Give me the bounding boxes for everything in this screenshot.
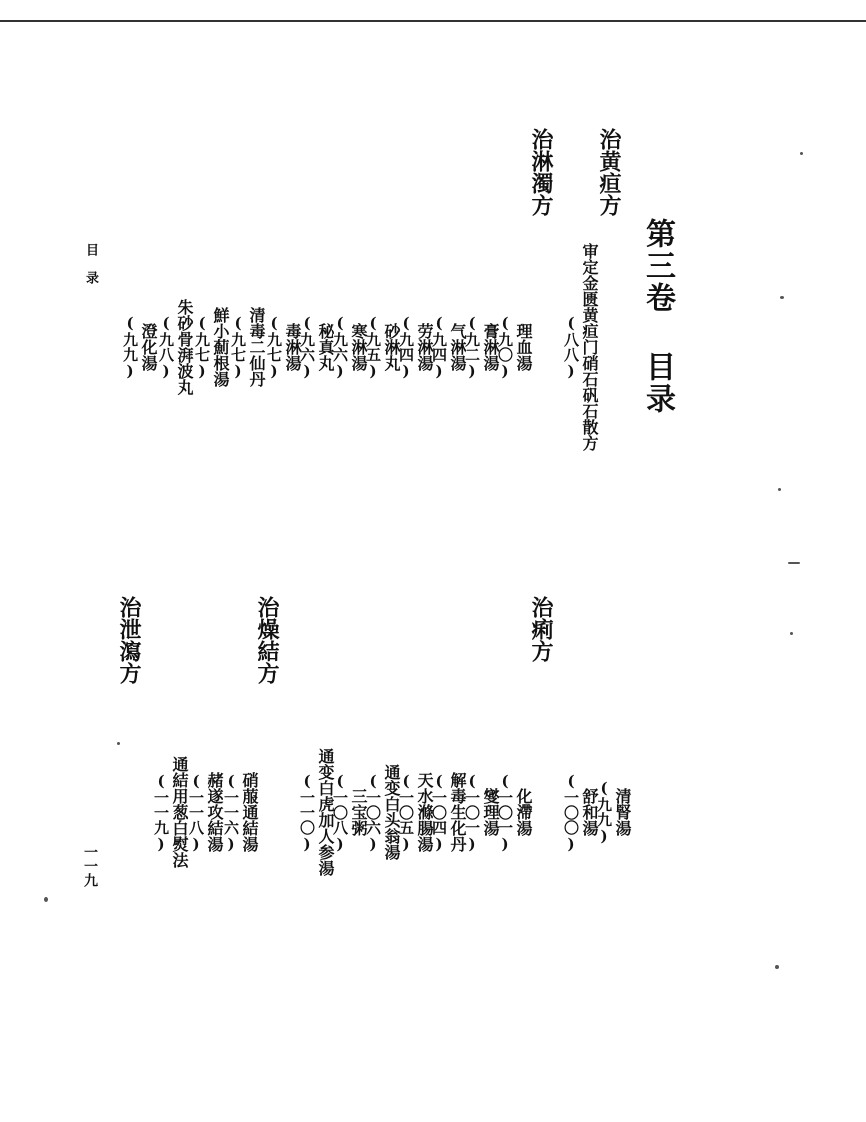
margin-side-label: 目 录 — [83, 243, 98, 284]
entry-name: 砂淋丸 — [382, 322, 401, 371]
toc-entry — [299, 150, 333, 543]
entry-name: 通变白头翁湯 — [382, 764, 401, 860]
entry-page: (九七) — [265, 313, 283, 380]
entry-name: 化滯湯 — [514, 788, 533, 836]
entry-page: (一〇四) — [430, 771, 448, 853]
toc-entry — [431, 150, 465, 543]
toc-entry — [365, 150, 399, 543]
toc-entry — [365, 622, 399, 1002]
scan-speck — [788, 562, 800, 564]
toc-entry — [230, 150, 264, 543]
entry-name: 赭遂攻結湯 — [205, 772, 224, 852]
entry-name: 天水滌腸湯 — [415, 772, 434, 852]
entry-name: 三宝粥 — [349, 788, 368, 836]
toc-entry — [332, 150, 366, 543]
entry-name: 秘真丸 — [316, 322, 335, 371]
entry-page: (九五) — [364, 313, 382, 380]
section-zao: 治燥結方 — [254, 596, 280, 684]
entry-name: 舒和湯 — [580, 788, 599, 836]
toc-entry — [188, 622, 222, 1002]
entry-name: 劳淋湯 — [415, 322, 434, 371]
entry-page: (一〇一) — [496, 771, 514, 853]
entry-name: 澄化湯 — [139, 322, 158, 371]
page-title: 第三卷 目录 — [640, 218, 675, 415]
toc-entry — [122, 150, 156, 543]
entry-page: (九九) — [595, 779, 613, 845]
toc-entry — [153, 622, 187, 1002]
toc-entry — [464, 150, 498, 543]
toc-entry — [223, 622, 257, 1002]
entry-page: (九八) — [157, 313, 175, 380]
entry-name: 鮮小薊根湯 — [211, 306, 230, 387]
entry-page: (一一八) — [187, 771, 205, 853]
entry-page: (九六) — [331, 313, 349, 380]
entry-page: (九〇) — [496, 313, 514, 380]
section-li: 治痢方 — [528, 596, 554, 662]
entry-page: (一〇五) — [397, 771, 415, 853]
section-lin: 治淋濁方 — [528, 128, 554, 216]
entry-page: (一〇六) — [364, 771, 382, 853]
toc-entry — [398, 622, 432, 1002]
entry-page: (九四) — [397, 313, 415, 380]
entry-name: 硝菔通結湯 — [240, 772, 259, 852]
scan-speck — [780, 296, 784, 299]
entry-name: 寒淋湯 — [349, 322, 368, 371]
entry-name: 通变白虎加人参湯 — [316, 748, 335, 876]
toc-entry — [158, 150, 192, 543]
entry-page: (九七) — [229, 313, 247, 380]
scan-speck — [790, 632, 793, 635]
toc-entry — [194, 150, 228, 543]
entry-name: 解毒生化丹 — [448, 772, 467, 852]
entry-page: (一〇〇) — [562, 771, 580, 853]
toc-entry — [464, 622, 498, 1002]
entry-page: (一一六) — [222, 771, 240, 853]
entry-page: (九二) — [463, 313, 481, 380]
entry-name: 燮理湯 — [481, 788, 500, 836]
toc-entry — [497, 150, 531, 543]
toc-entry — [266, 150, 300, 543]
entry-page: (一一〇) — [298, 771, 316, 853]
entry-name: 朱砂骨湃波丸 — [175, 298, 194, 395]
entry-page: (一一九) — [152, 771, 170, 853]
toc-entry — [563, 622, 597, 1002]
section-jaundice: 治黄疸方 — [596, 128, 622, 216]
entry-name: 膏淋湯 — [481, 322, 500, 371]
scan-speck — [117, 742, 120, 745]
entry-jaundice — [563, 150, 597, 543]
entry-page: (一〇八) — [331, 771, 349, 853]
toc-entry — [431, 622, 465, 1002]
toc-entry — [332, 622, 366, 1002]
entry-name: 通結用葱白熨法 — [170, 756, 189, 868]
scan-speck — [778, 488, 781, 491]
page-number: 一一九 — [82, 845, 98, 887]
toc-entry — [398, 150, 432, 543]
scan-speck — [44, 897, 48, 902]
section-xie: 治泄瀉方 — [116, 596, 142, 684]
entry-page: (九七) — [193, 313, 211, 380]
entry-page: (九九) — [121, 313, 139, 380]
toc-entry — [596, 622, 630, 1002]
entry-page: (九四) — [430, 313, 448, 380]
top-rule — [0, 20, 866, 22]
entry-name: 气淋湯 — [448, 322, 467, 371]
scan-speck — [775, 965, 779, 969]
entry-name: 理血湯 — [514, 322, 533, 371]
entry-page: (八八) — [562, 313, 580, 380]
entry-name: 审定金匮黄疸门硝石矾石散方 — [580, 242, 599, 451]
toc-entry — [299, 622, 333, 1002]
entry-page: (一〇一) — [463, 771, 481, 853]
toc-entry — [497, 622, 531, 1002]
entry-name: 清腎湯 — [613, 788, 632, 836]
entry-name: 毒淋湯 — [283, 322, 302, 371]
entry-page: (九六) — [298, 313, 316, 380]
scan-speck — [800, 152, 803, 155]
entry-name: 清毒二仙丹 — [247, 306, 266, 387]
